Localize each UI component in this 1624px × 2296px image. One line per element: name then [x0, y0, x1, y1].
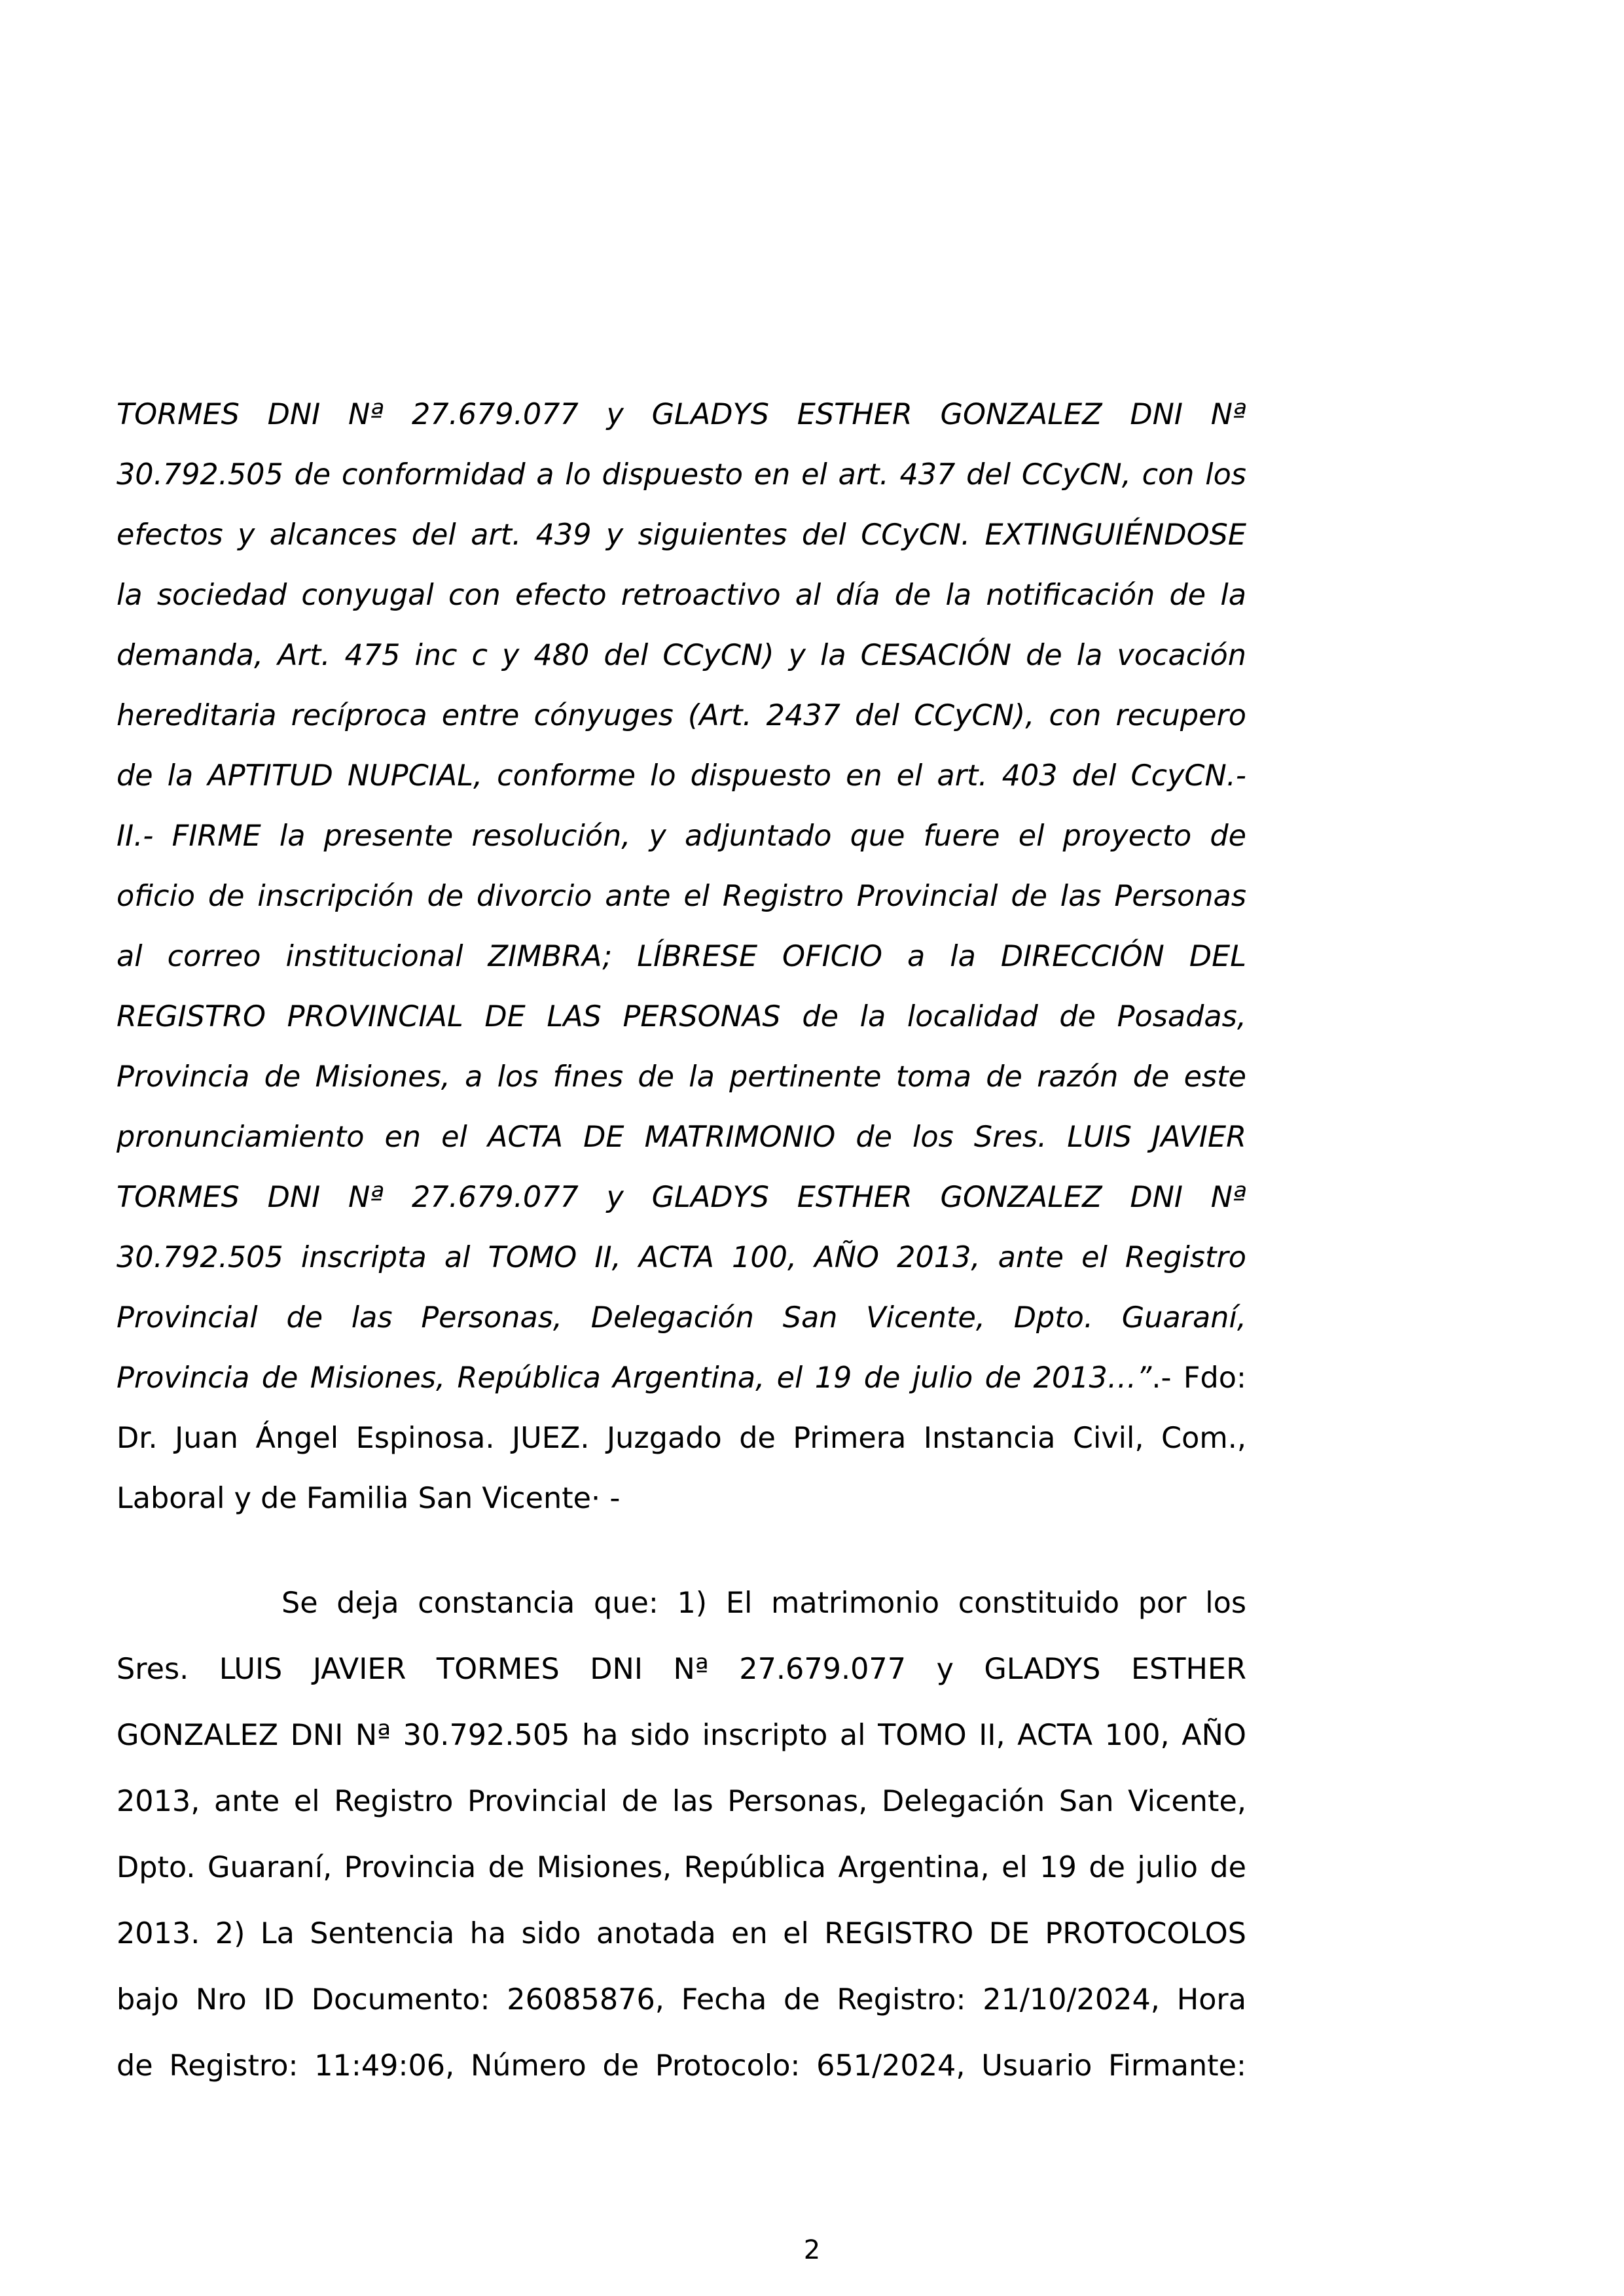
text-line: TORMES DNI Nª 27.679.077 y GLADYS ESTHER GONZALEZ DNI Nª: [117, 1181, 1246, 1214]
text-line: GONZALEZ DNI Nª 30.792.505 ha sido inscripto al TOMO II, ACTA 100, AÑO: [117, 1719, 1246, 1752]
text-line: Sres. LUIS JAVIER TORMES DNI Nª 27.679.077 y GLADYS ESTHER: [117, 1653, 1246, 1686]
closing-quote-text: Provincia de Misiones, República Argentina, el 19 de julio de 2013…”: [117, 1361, 1152, 1395]
signature-line: Laboral y de Familia San Vicente· -: [117, 1482, 621, 1515]
text-line: hereditaria recíproca entre cónyuges (Art. 2437 del CCyCN), con recupero: [117, 699, 1246, 732]
text-line: oficio de inscripción de divorcio ante el Registro Provincial de las Personas: [117, 880, 1246, 913]
text-line: bajo Nro ID Documento: 26085876, Fecha de Registro: 21/10/2024, Hora: [117, 1983, 1246, 2017]
text-line: efectos y alcances del art. 439 y siguientes del CCyCN. EXTINGUIÉNDOSE: [117, 518, 1246, 552]
text-line: Provincia de Misiones, a los fines de la pertinente toma de razón de este: [117, 1060, 1246, 1094]
closing-line: [117, 1361, 1246, 1424]
text-line: II.- FIRME la presente resolución, y adjuntado que fuere el proyecto de: [117, 819, 1246, 853]
text-line: demanda, Art. 475 inc c y 480 del CCyCN) y la CESACIÓN de la vocación: [117, 639, 1246, 672]
text-line: Se deja constancia que: 1) El matrimonio constituido por los: [281, 1587, 1246, 1620]
signature-intro: .- Fdo:: [1151, 1361, 1246, 1395]
text-line: la sociedad conyugal con efecto retroactivo al día de la notificación de la: [117, 579, 1246, 612]
text-line: 30.792.505 de conformidad a lo dispuesto en el art. 437 del CCyCN, con los: [117, 458, 1246, 492]
text-line: de la APTITUD NUPCIAL, conforme lo dispuesto en el art. 403 del CcyCN.-: [117, 759, 1246, 793]
resolution-quote-block: [117, 398, 1246, 1545]
text-line: de Registro: 11:49:06, Número de Protocolo: 651/2024, Usuario Firmante:: [117, 2049, 1246, 2083]
constancia-paragraph: [117, 1589, 1246, 2118]
signature-line: Dr. Juan Ángel Espinosa. JUEZ. Juzgado de Primera Instancia Civil, Com.,: [117, 1422, 1246, 1455]
page-number: 2: [803, 2235, 821, 2265]
text-line: 2013. 2) La Sentencia ha sido anotada en el REGISTRO DE PROTOCOLOS: [117, 1917, 1246, 1950]
text-line: REGISTRO PROVINCIAL DE LAS PERSONAS de la localidad de Posadas,: [117, 1000, 1246, 1033]
text-line: Provincial de las Personas, Delegación San Vicente, Dpto. Guaraní,: [117, 1301, 1246, 1335]
text-line: pronunciamiento en el ACTA DE MATRIMONIO de los Sres. LUIS JAVIER: [117, 1121, 1246, 1154]
text-line: TORMES DNI Nª 27.679.077 y GLADYS ESTHER GONZALEZ DNI Nª: [117, 398, 1246, 431]
text-line: Dpto. Guaraní, Provincia de Misiones, República Argentina, el 19 de julio de: [117, 1851, 1246, 1884]
text-line: 2013, ante el Registro Provincial de las Personas, Delegación San Vicente,: [117, 1785, 1246, 1818]
text-line: 30.792.505 inscripta al TOMO II, ACTA 100, AÑO 2013, ante el Registro: [117, 1241, 1246, 1274]
text-line: al correo institucional ZIMBRA; LÍBRESE OFICIO a la DIRECCIÓN DEL: [117, 940, 1246, 973]
